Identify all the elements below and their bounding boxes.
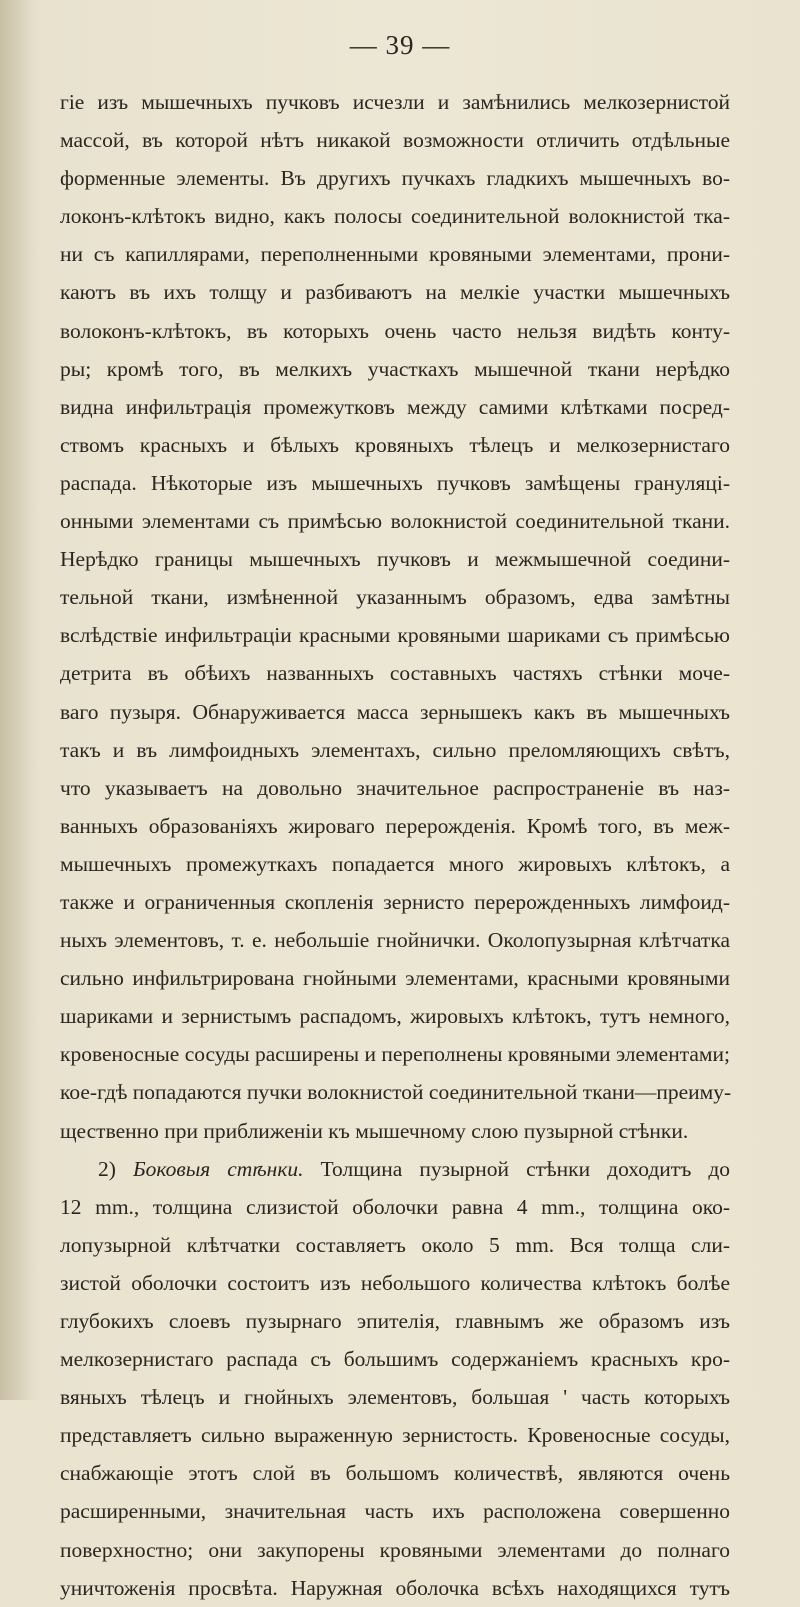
- text-line: ры; кромѣ того, въ мелкихъ участкахъ мышечной ткани нерѣдко: [60, 356, 730, 381]
- text-line: Нерѣдко границы мышечныхъ пучковъ и межмышечной соедини-: [60, 547, 730, 572]
- section-heading: Боковыя стѣнки.: [132, 1156, 304, 1181]
- text-line: уничтоженія просвѣта. Наружная оболочка всѣхъ находящихся тутъ: [60, 1575, 730, 1600]
- text-line: форменные элементы. Въ другихъ пучкахъ гладкихъ мышечныхъ во-: [60, 166, 730, 191]
- text-line: видна инфильтрація промежутковъ между самими клѣтками посред-: [60, 394, 730, 419]
- text-line: расширенными, значительная часть ихъ расположена совершенно: [60, 1499, 730, 1524]
- text-line: детрита въ обѣихъ названныхъ составныхъ частяхъ стѣнки моче-: [60, 661, 730, 686]
- text-line: такъ и въ лимфоидныхъ элементахъ, сильно преломляющихъ свѣтъ,: [60, 737, 730, 762]
- text-line: гіе изъ мышечныхъ пучковъ исчезли и замѣнились мелкозернистой: [60, 90, 730, 114]
- text-line: глубокихъ слоевъ пузырнаго эпителія, главнымъ же образомъ изъ: [60, 1309, 730, 1333]
- text-line: ныхъ элементовъ, т. е. небольшіе гнойнички. Околопузырная клѣтчатка: [60, 928, 730, 953]
- text-line: представляетъ сильно выраженную зернистость. Кровеносные сосуды,: [60, 1423, 730, 1448]
- text-line: ствомъ красныхъ и бѣлыхъ кровяныхъ тѣлецъ и мелкозернистаго: [60, 432, 730, 457]
- section-heading-line: [60, 1150, 730, 1188]
- text-line: кровеносные сосуды расширены и переполнены кровяными элементами;: [60, 1042, 730, 1067]
- page-number: — 39 —: [349, 30, 451, 60]
- text-line: массой, въ которой нѣтъ никакой возможности отличить отдѣльные: [60, 128, 730, 153]
- text-line: ваго пузыря. Обнаруживается масса зернышекъ какъ въ мышечныхъ: [60, 699, 730, 724]
- section-first-line: Толщина пузырной стѣнки доходитъ до: [320, 1156, 731, 1181]
- text-line: распада. Нѣкоторые изъ мышечныхъ пучковъ замѣщены грануляці-: [60, 470, 730, 495]
- text-line: 12 mm., толщина слизистой оболочки равна 4 mm., толщина око-: [60, 1194, 730, 1219]
- section-marker: 2): [98, 1156, 116, 1181]
- text-line: кое-гдѣ попадаются пучки волокнистой соединительной ткани—преиму-: [60, 1080, 732, 1105]
- text-line: каютъ въ ихъ толщу и разбиваютъ на мелкіе участки мышечныхъ: [60, 280, 730, 305]
- text-line: сильно инфильтрирована гнойными элементами, красными кровяными: [60, 966, 730, 991]
- binding-shadow: [0, 0, 40, 1400]
- text-line: ни съ капиллярами, переполненными кровяными элементами, прони-: [60, 242, 730, 267]
- text-line: ванныхъ образованіяхъ жироваго перерожденія. Кромѣ того, въ меж-: [60, 813, 730, 838]
- text-line: вслѣдствіе инфильтраціи красными кровяными шариками съ примѣсью: [60, 623, 730, 648]
- text-line: лопузырной клѣтчатки составляетъ около 5 mm. Вся толща сли-: [60, 1232, 730, 1257]
- body-text: [60, 83, 730, 1607]
- text-line: снабжающіе этотъ слой въ большомъ количествѣ, являются очень: [60, 1461, 730, 1486]
- text-line: зистой оболочки состоитъ изъ небольшого количества клѣтокъ болѣе: [60, 1270, 730, 1295]
- text-line: также и ограниченныя скопленія зернисто перерожденныхъ лимфоид-: [60, 889, 730, 914]
- text-line: поверхностно; они закупорены кровяными элементами до полнаго: [60, 1537, 730, 1562]
- text-line: щественно при приближеніи къ мышечному слою пузырной стѣнки.: [60, 1118, 689, 1143]
- text-line: шариками и зернистымъ распадомъ, жировыхъ клѣтокъ, тутъ немного,: [60, 1004, 730, 1029]
- text-line: что указываетъ на довольно значительное распространеніе въ наз-: [60, 775, 730, 800]
- text-line: вяныхъ тѣлецъ и гнойныхъ элементовъ, большая ' часть которыхъ: [60, 1385, 730, 1410]
- text-line: мышечныхъ промежуткахъ попадается много жировыхъ клѣтокъ, а: [60, 851, 730, 876]
- text-line: волоконъ-клѣтокъ, въ которыхъ очень часто нельзя видѣть конту-: [60, 318, 730, 343]
- text-line: тельной ткани, измѣненной указаннымъ образомъ, едва замѣтны: [60, 585, 730, 610]
- text-line: онными элементами съ примѣсью волокнистой соединительной ткани.: [60, 509, 730, 534]
- text-line: мелкозернистаго распада съ большимъ содержаніемъ красныхъ кро-: [60, 1347, 730, 1372]
- text-line: локонъ-клѣтокъ видно, какъ полосы соединительной волокнистой тка-: [60, 204, 730, 229]
